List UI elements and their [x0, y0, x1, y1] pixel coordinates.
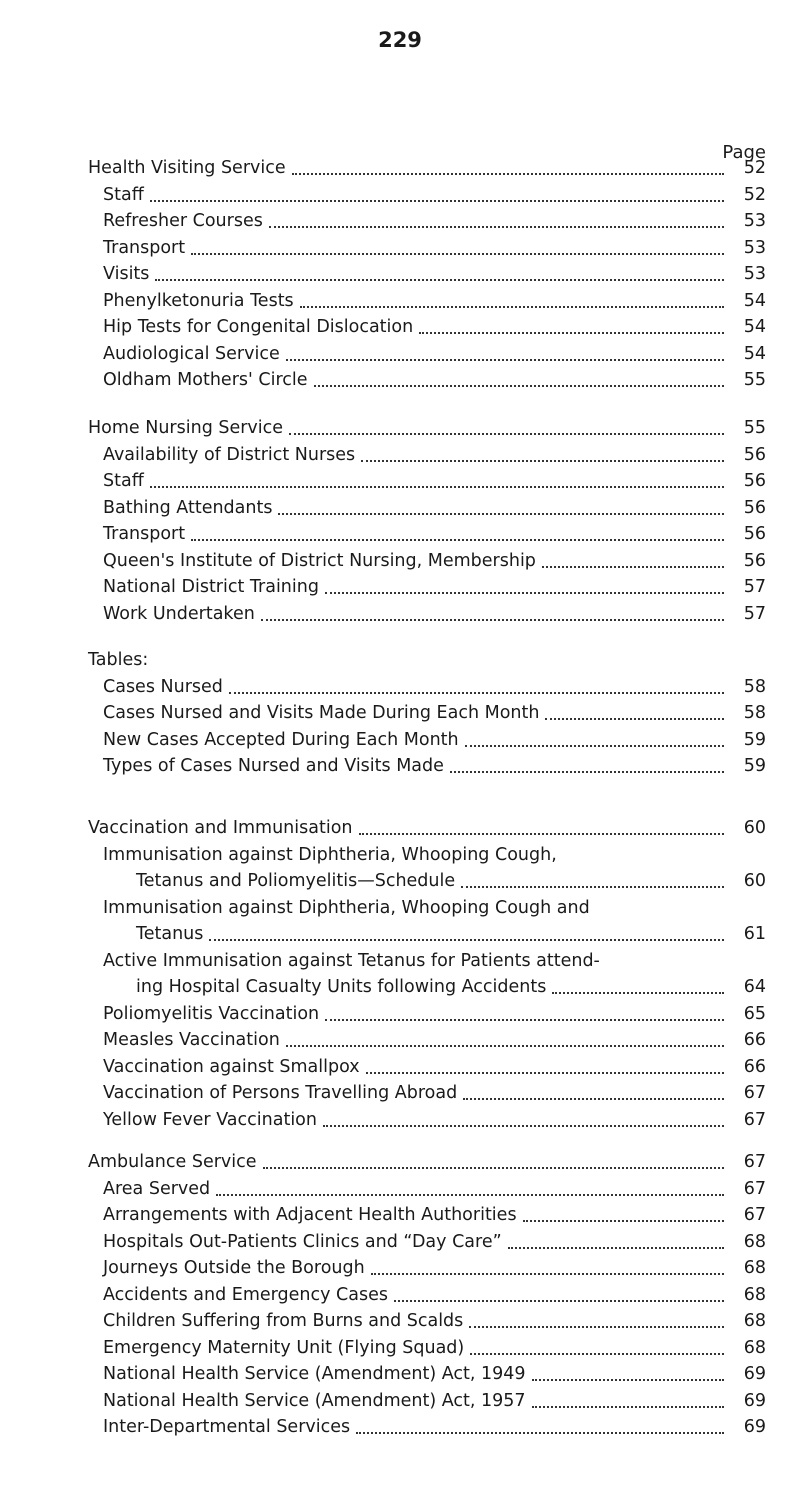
toc-entry-page: 67 — [743, 1109, 766, 1130]
toc-entry-page: 53 — [743, 211, 766, 231]
dot-leader — [545, 718, 724, 720]
toc-entry-page: 56 — [743, 444, 766, 465]
toc-entry-title: Phenylketonuria Tests — [103, 290, 294, 311]
toc-entry — [88, 921, 766, 948]
toc-entry-title: Ambulance Service — [88, 1152, 257, 1172]
toc-entry-page: 56 — [743, 497, 766, 518]
dot-leader — [394, 1300, 724, 1302]
toc-entry-title: Staff — [103, 184, 144, 205]
dot-leader — [191, 253, 724, 255]
toc-entry-title: Cases Nursed and Visits Made During Each Month — [103, 703, 540, 723]
toc-entry — [88, 753, 766, 780]
dot-leader — [325, 592, 724, 594]
toc-entry — [88, 1054, 766, 1081]
toc-entry-title: Transport — [103, 524, 186, 544]
toc-entry-page: 55 — [743, 418, 766, 438]
toc-entry-title: Hip Tests for Congenital Dislocation — [103, 317, 414, 337]
toc-entry-title: Cases Nursed — [103, 676, 223, 697]
toc-entry-page: 54 — [743, 317, 766, 337]
dot-leader — [229, 692, 724, 694]
toc-entry — [88, 895, 766, 922]
toc-entry-title: Oldham Mothers' Circle — [103, 370, 308, 390]
toc-entry — [88, 314, 766, 341]
toc-entry-page: 66 — [743, 1030, 766, 1050]
toc-entry-page: 67 — [743, 1152, 766, 1172]
toc-entry — [88, 1107, 766, 1134]
toc-section — [88, 415, 766, 627]
toc-entry-page: 68 — [743, 1258, 766, 1278]
dot-leader — [461, 886, 724, 888]
toc-entry-title: Children Suffering from Burns and Scalds — [103, 1311, 464, 1331]
dot-leader — [261, 619, 724, 621]
toc-entry-page: 59 — [743, 756, 766, 776]
toc-entry-title: Accidents and Emergency Cases — [103, 1284, 388, 1305]
dot-leader — [359, 833, 725, 835]
dot-leader — [463, 1098, 724, 1100]
toc-entry-page: 60 — [743, 871, 766, 891]
toc-entry — [88, 1255, 766, 1282]
dot-leader — [366, 1072, 724, 1074]
toc-entry — [88, 1176, 766, 1203]
toc-entry-title: Staff — [103, 471, 144, 491]
toc-entry-page: 66 — [743, 1056, 766, 1077]
toc-entry-page: 58 — [743, 676, 766, 697]
toc-entry — [88, 1229, 766, 1256]
toc-entry — [88, 674, 766, 701]
toc-entry-title: Audiological Service — [103, 343, 280, 364]
toc-entry-title: Area Served — [103, 1178, 211, 1199]
dot-leader — [150, 486, 724, 488]
toc-entry — [88, 521, 766, 548]
toc-entry — [88, 1080, 766, 1107]
toc-entry-page: 61 — [743, 924, 766, 944]
toc-entry-page: 59 — [743, 729, 766, 750]
toc-entry-title: Arrangements with Adjacent Health Authorities — [103, 1205, 517, 1225]
toc-entry — [88, 700, 766, 727]
dot-leader — [286, 1045, 724, 1047]
toc-entry — [88, 341, 766, 368]
dot-leader — [532, 1406, 724, 1408]
toc-entry — [88, 1001, 766, 1028]
toc-entry — [88, 727, 766, 754]
toc-entry-title: Vaccination against Smallpox — [103, 1056, 360, 1077]
toc-heading — [88, 647, 766, 674]
dot-leader — [150, 200, 724, 202]
toc-entry — [88, 842, 766, 869]
toc-entry-page: 57 — [743, 577, 766, 597]
toc-entry-page: 64 — [743, 977, 766, 997]
toc-entry-page: 57 — [743, 603, 766, 624]
toc-entry — [88, 1361, 766, 1388]
toc-entry — [88, 868, 766, 895]
toc-entry-page: 67 — [743, 1178, 766, 1199]
toc-entry-title: Work Undertaken — [103, 603, 255, 624]
toc-entry-title: Tables: — [88, 650, 149, 670]
toc-entry-title: Journeys Outside the Borough — [103, 1258, 365, 1278]
dot-leader — [532, 1379, 724, 1381]
dot-leader — [286, 359, 724, 361]
toc-entry-page: 67 — [743, 1205, 766, 1225]
toc-entry — [88, 288, 766, 315]
toc-entry — [88, 1027, 766, 1054]
toc-section — [88, 155, 766, 394]
toc-entry-page: 54 — [743, 290, 766, 311]
toc-entry — [88, 1282, 766, 1309]
toc-entry — [88, 367, 766, 394]
toc-entry-page: 54 — [743, 343, 766, 364]
toc-entry-title: Vaccination and Immunisation — [88, 818, 353, 838]
dot-leader — [216, 1194, 724, 1196]
toc-entry-title: Refresher Courses — [103, 211, 263, 231]
toc-entry-page: 69 — [743, 1364, 766, 1384]
toc-entry-title: Transport — [103, 237, 186, 258]
dot-leader — [508, 1247, 724, 1249]
dot-leader — [470, 1353, 724, 1355]
toc-entry-page: 65 — [743, 1003, 766, 1024]
toc-entry — [88, 235, 766, 262]
toc-heading — [88, 415, 766, 442]
toc-entry-title: National District Training — [103, 577, 319, 597]
toc-entry-page: 56 — [743, 524, 766, 544]
toc-entry — [88, 974, 766, 1001]
toc-section — [88, 1149, 766, 1441]
toc-heading — [88, 815, 766, 842]
toc-entry-page: 56 — [743, 471, 766, 491]
toc-entry — [88, 1414, 766, 1441]
toc-entry-title: Visits — [103, 264, 150, 284]
toc-entry — [88, 182, 766, 209]
dot-leader — [356, 1432, 724, 1434]
toc-entry-page: 68 — [743, 1284, 766, 1305]
dot-leader — [419, 332, 724, 334]
toc-entry — [88, 261, 766, 288]
toc-entry-page: 60 — [743, 818, 766, 838]
dot-leader — [469, 1326, 724, 1328]
toc-entry-title: Tetanus and Poliomyelitis—Schedule — [136, 871, 456, 891]
page-column-label: Page — [722, 142, 766, 163]
toc-entry-title: Health Visiting Service — [88, 158, 286, 178]
dot-leader — [523, 1220, 724, 1222]
toc-entry-page: 58 — [743, 703, 766, 723]
toc-entry — [88, 548, 766, 575]
toc-entry — [88, 1202, 766, 1229]
toc-entry-title: Queen's Institute of District Nursing, Membership — [103, 550, 536, 571]
toc-entry-page: 52 — [743, 158, 766, 178]
toc-entry-page: 53 — [743, 237, 766, 258]
toc-entry-title: Emergency Maternity Unit (Flying Squad) — [103, 1337, 465, 1358]
toc-entry-page: 52 — [743, 184, 766, 205]
toc-heading — [88, 155, 766, 182]
toc-section — [88, 647, 766, 780]
toc-entry-title: National Health Service (Amendment) Act, 1949 — [103, 1364, 526, 1384]
toc-entry-page: 68 — [743, 1231, 766, 1252]
toc-entry-page: 68 — [743, 1311, 766, 1331]
toc-entry-title: Availability of District Nurses — [103, 444, 356, 465]
toc-entry — [88, 208, 766, 235]
dot-leader — [361, 460, 724, 462]
toc-entry-title: New Cases Accepted During Each Month — [103, 729, 459, 750]
toc-entry — [88, 574, 766, 601]
dot-leader — [323, 1125, 724, 1127]
toc-entry — [88, 442, 766, 469]
toc-entry-title: Tetanus — [136, 924, 204, 944]
toc-entry-title: Active Immunisation against Tetanus for Patients attend- — [103, 950, 600, 971]
toc-entry — [88, 948, 766, 975]
toc-section — [88, 815, 766, 1133]
toc-entry-title: Measles Vaccination — [103, 1030, 280, 1050]
toc-entry-title: Home Nursing Service — [88, 418, 284, 438]
dot-leader — [191, 539, 724, 541]
dot-leader — [325, 1019, 724, 1021]
dot-leader — [450, 771, 724, 773]
toc-entry — [88, 495, 766, 522]
dot-leader — [465, 745, 724, 747]
toc-entry-page: 67 — [743, 1083, 766, 1103]
toc-entry-title: National Health Service (Amendment) Act, 1957 — [103, 1390, 526, 1411]
toc-entry-page: 56 — [743, 550, 766, 571]
toc-entry-title: Vaccination of Persons Travelling Abroad — [103, 1083, 458, 1103]
toc-entry — [88, 468, 766, 495]
page-number: 229 — [378, 28, 422, 52]
toc-heading — [88, 1149, 766, 1176]
toc-entry — [88, 1388, 766, 1415]
toc-entry-title: ing Hospital Casualty Units following Accidents — [136, 977, 547, 997]
toc-entry-title: Inter-Departmental Services — [103, 1417, 351, 1437]
dot-leader — [278, 513, 724, 515]
dot-leader — [542, 566, 724, 568]
toc-entry — [88, 601, 766, 628]
toc-entry — [88, 1335, 766, 1362]
toc-entry-title: Immunisation against Diphtheria, Whooping Cough and — [103, 897, 590, 918]
toc-entry-page: 68 — [743, 1337, 766, 1358]
dot-leader — [263, 1167, 724, 1169]
toc-entry-page: 53 — [743, 264, 766, 284]
toc-entry-title: Immunisation against Diphtheria, Whooping Cough, — [103, 844, 557, 865]
dot-leader — [155, 279, 724, 281]
toc-entry-page: 55 — [743, 370, 766, 390]
dot-leader — [289, 433, 724, 435]
toc-entry-title: Hospitals Out-Patients Clinics and “Day Care” — [103, 1231, 502, 1252]
dot-leader — [209, 939, 724, 941]
dot-leader — [371, 1273, 724, 1275]
dot-leader — [300, 306, 724, 308]
dot-leader — [269, 226, 724, 228]
toc-entry-page: 69 — [743, 1390, 766, 1411]
toc-entry-title: Bathing Attendants — [103, 497, 273, 518]
dot-leader — [552, 992, 724, 994]
dot-leader — [292, 173, 724, 175]
toc-entry — [88, 1308, 766, 1335]
toc-entry-title: Yellow Fever Vaccination — [103, 1109, 317, 1130]
toc-entry-page: 69 — [743, 1417, 766, 1437]
toc-entry-title: Poliomyelitis Vaccination — [103, 1003, 320, 1024]
dot-leader — [314, 385, 724, 387]
toc-entry-title: Types of Cases Nursed and Visits Made — [103, 756, 444, 776]
